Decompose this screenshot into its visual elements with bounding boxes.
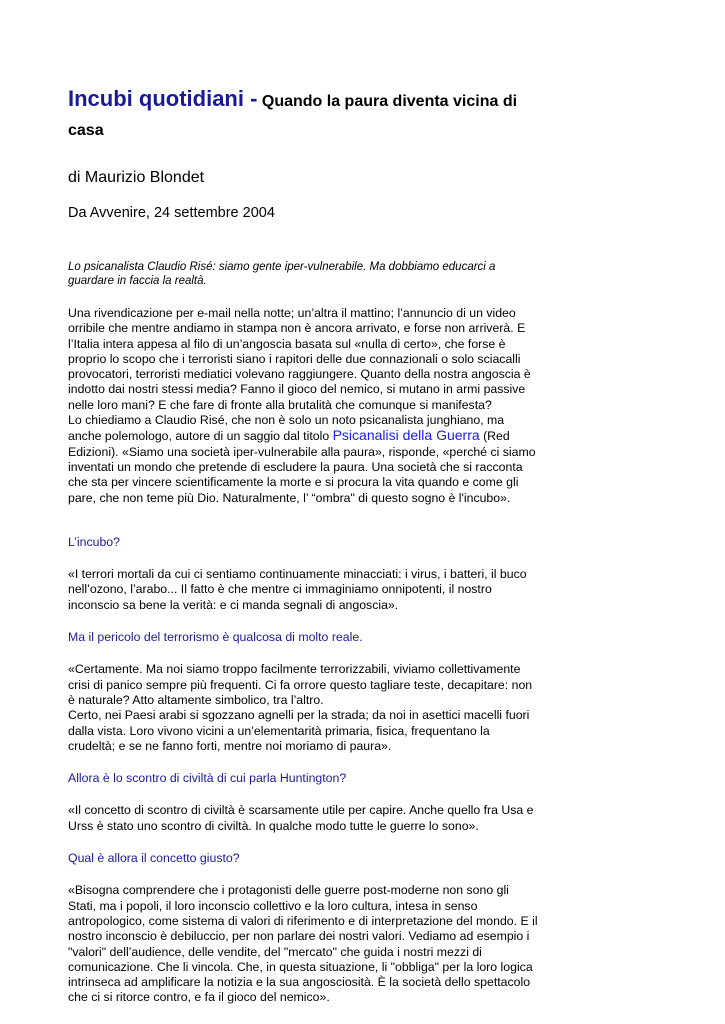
book-title-link[interactable]: Psicanalisi della Guerra [332, 427, 480, 444]
intro-text-before-link: Lo chiediamo a Claudio Risé, che non è solo un noto psicanalista junghiano, ma anche polemologo, autore di un saggio dal titolo [68, 413, 505, 444]
intro-paragraph-2 [68, 413, 540, 506]
answer-2: «Certamente. Ma noi siamo troppo facilmente terrorizzabili, viviamo collettivamente crisi di panico sempre più frequenti. Ci fa orrore questo tagliare teste, decapitare: non è naturale? Atto altamente simbolico, tra l’altro. [68, 662, 533, 707]
question-1: L’incubo? [68, 534, 120, 549]
intro-paragraph-1: Una rivendicazione per e-mail nella notte; un’altra il mattino; l’annuncio di un video orribile che mentre andiamo in stampa non è ancora arrivato, e forse non arriverà. E l’Italia intera appesa al filo di un’angoscia basata sul «nulla di certo», che forse è proprio lo scopo che i terroristi siano i rapitori delle due connazionali o solo sciacalli provocatori, terroristi mediatici volevano raggiungere. Quanto della nostra angoscia è indotto dai nostri stessi media? Fanno il gioco del nemico, si mutano in armi passive nelle loro mani? E che fare di fronte alla brutalità che comunque si manifesta? [68, 306, 531, 412]
title-subtitle: Quando la paura diventa vicina di casa [68, 93, 518, 139]
answer-4: «Bisogna comprendere che i protagonisti delle guerre post-moderne non sono gli Stati, ma i popoli, il loro inconscio collettivo e la loro cultura, intesa in senso antropologico, come sistema di valori di riferimento e di interpretazione del mondo. E il nostro inconscio è debiluccio, per non parlare dei nostri valori. Vediamo ad esempio i "valori" dell’audience, delle vendite, del "mercato" che guida i nostri mezzi di comunicazione. Che li vincola. Che, in questa situazione, li "obbliga" per la loro logica intrinseca ad amplificare la notizia e la sua angosciosità. È la società dello spettacolo che ci si ritorce contro, e fa il gioco del nemico». [68, 883, 538, 1005]
article [68, 84, 540, 1006]
intro-text-after-link: (Red Edizioni). «Siamo una società iper-vulnerabile alla paura», risponde, «perché ci siamo inventati un mondo che pretende di escludere la paura. Una società che si racconta che sta per vincere scientificamente la morte e si procura la vita quando e come gli pare, che non teme più Dio. Naturalmente, l’ “ombra" di questo sogno è l'incubo». [68, 429, 536, 505]
answer-3: «Il concetto di scontro di civiltà è scarsamente utile per capire. Anche quello fra Usa e Urss è stato uno scontro di civiltà. In qualche modo tutte le guerre lo sono». [68, 803, 534, 833]
answer-1: «I terrori mortali da cui ci sentiamo continuamente minacciati: i virus, i batteri, il buco nell’ozono, l’arabo... Il fatto è che mentre ci immaginiamo onnipotenti, il nostro inconscio sa bene la verità: e ci manda segnali di angoscia». [68, 567, 527, 612]
source-line: Da Avvenire, 24 settembre 2004 [68, 205, 275, 221]
answer-2-continued: Certo, nei Paesi arabi si sgozzano agnelli per la strada; da noi in asettici macelli fuori dalla vista. Loro vivono vicini a un’elementarità primaria, fisica, frequentano la crudeltà; e se ne fanno forti, mentre noi moriamo di paura». [68, 708, 530, 753]
question-2: Ma il pericolo del terrorismo è qualcosa di molto reale. [68, 630, 363, 645]
question-4: Qual è allora il concetto giusto? [68, 851, 240, 866]
title-main: Incubi quotidiani - [68, 86, 258, 111]
question-3: Allora è lo scontro di civiltà di cui parla Huntington? [68, 771, 347, 786]
article-title [68, 84, 540, 142]
lead-paragraph: Lo psicanalista Claudio Risé: siamo gente iper-vulnerabile. Ma dobbiamo educarci a guardare in faccia la realtà. [68, 261, 496, 287]
author-line: di Maurizio Blondet [68, 169, 205, 186]
